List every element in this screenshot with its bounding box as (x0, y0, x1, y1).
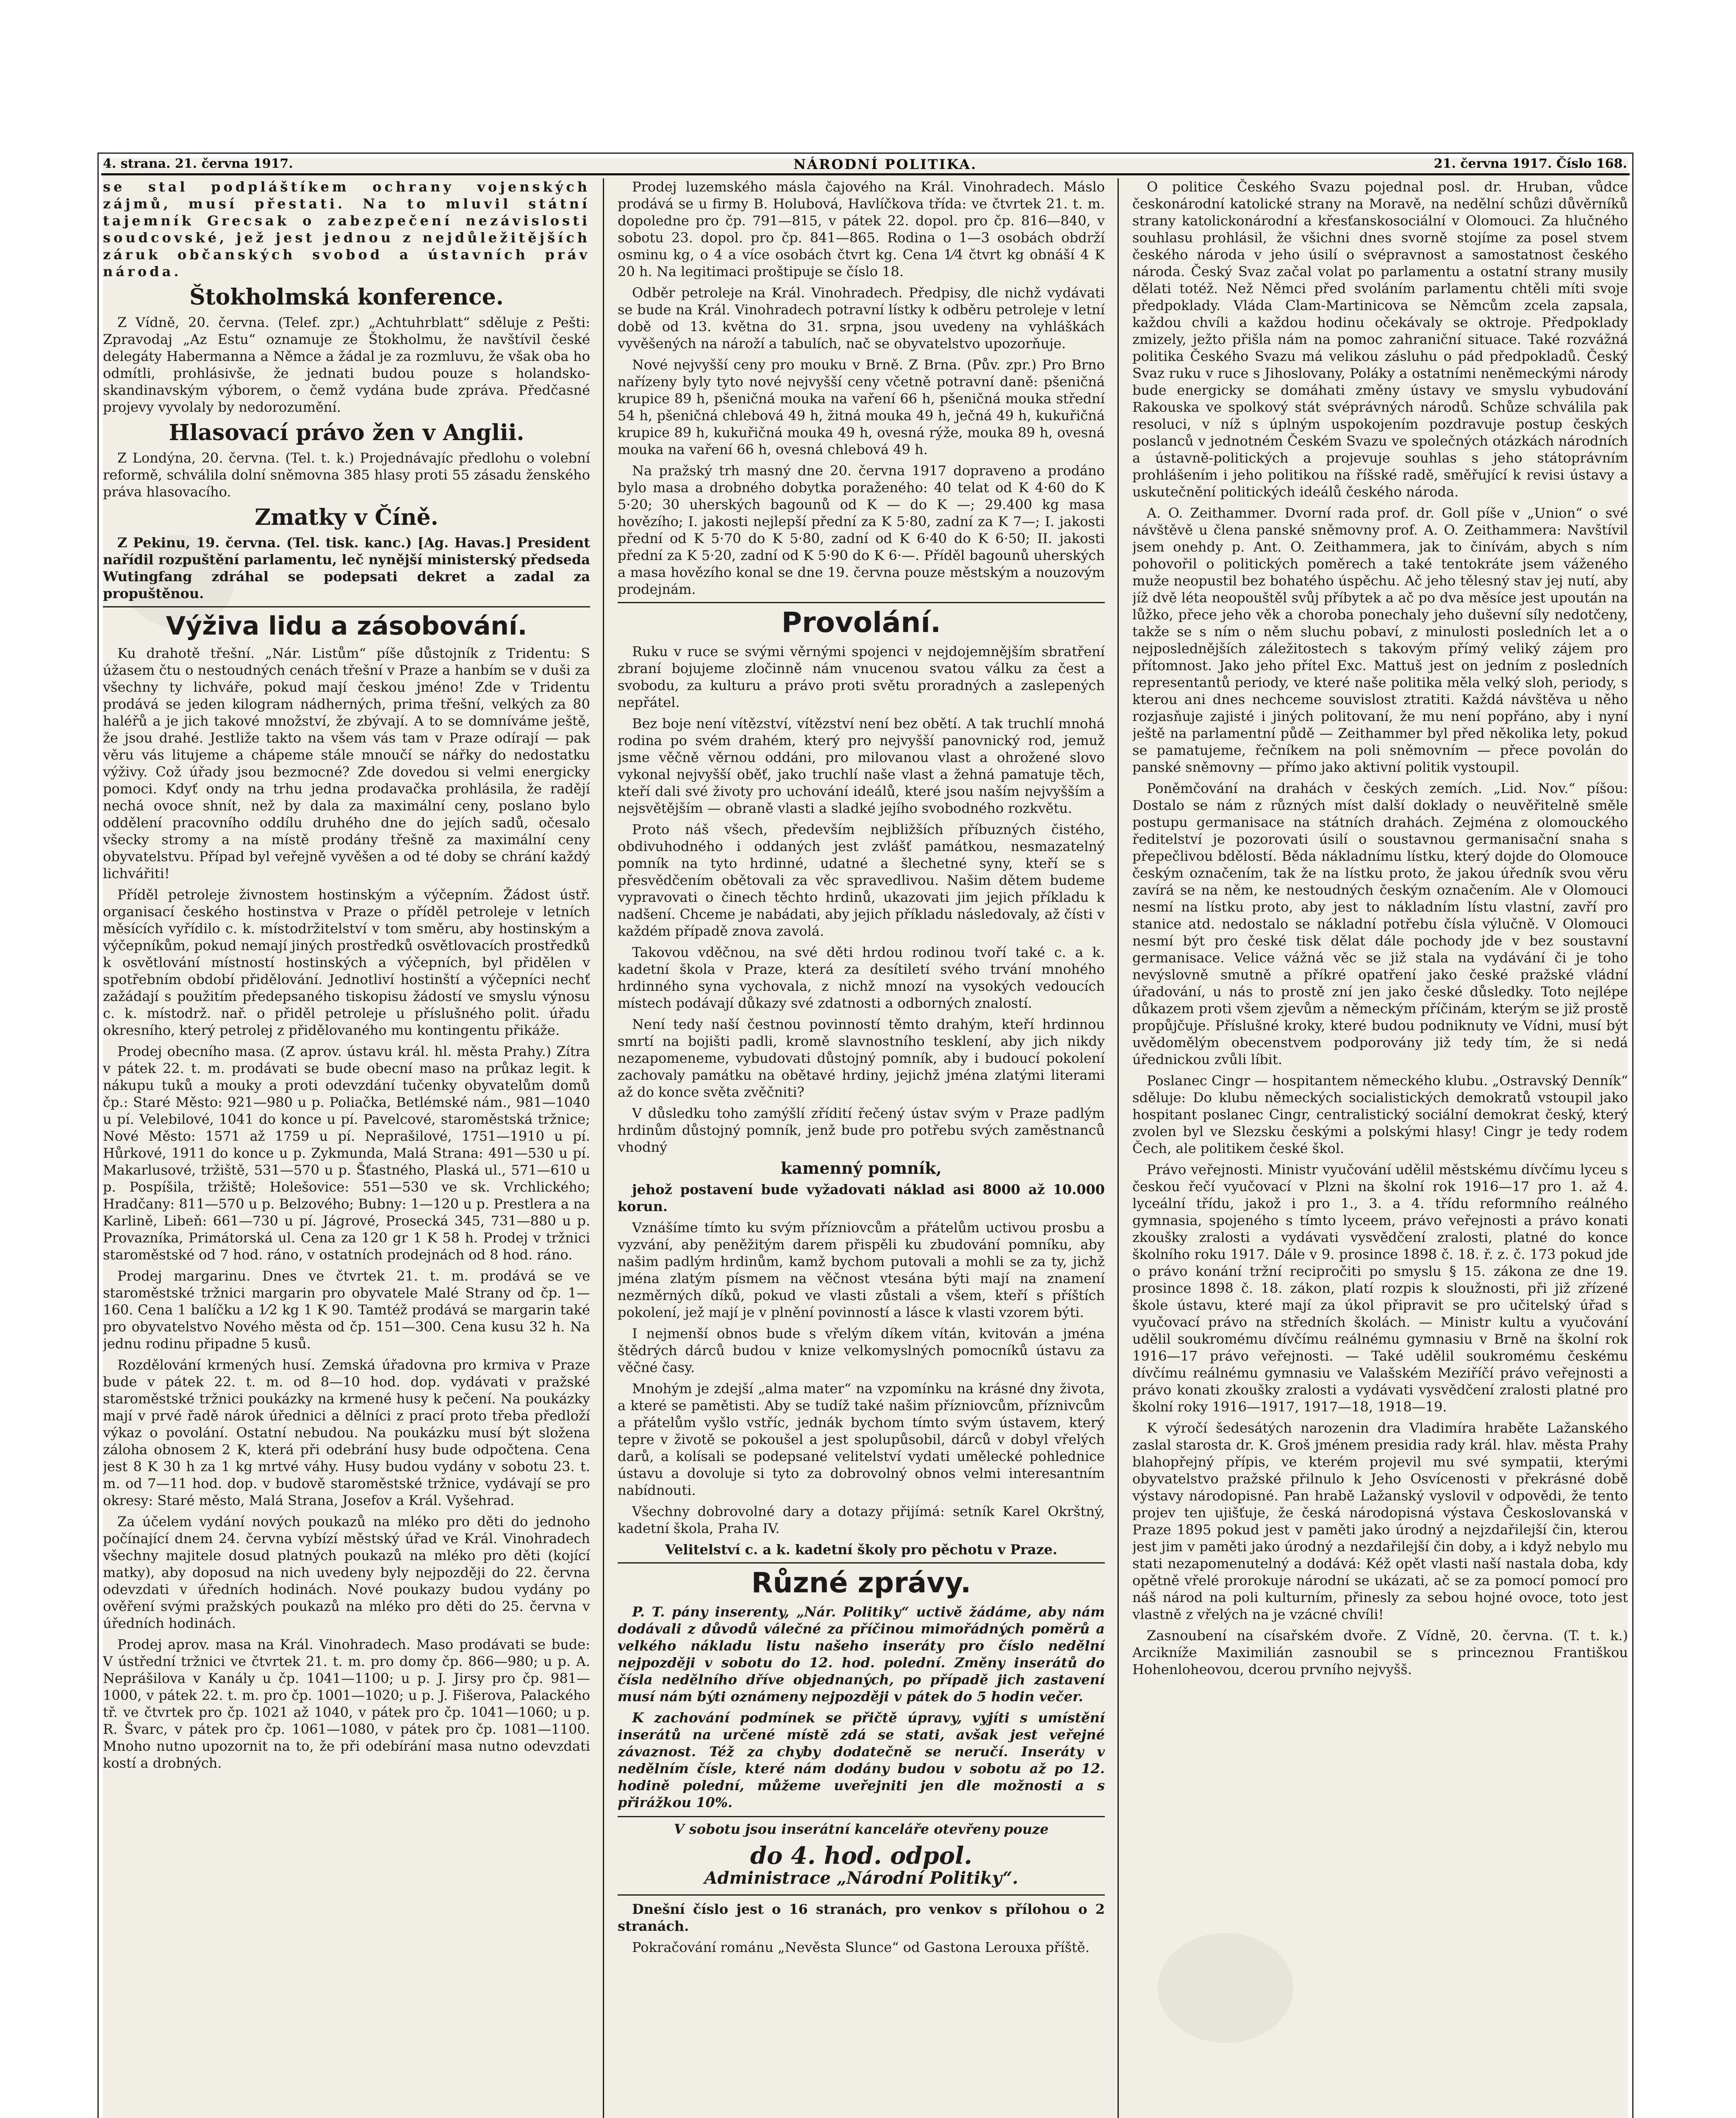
proclamation-paragraph: Takovou vděčnou, na své děti hrdou rodinou tvoří také c. a k. kadetní škola v Praze, která za desítiletí svého trvání mnohého hrdinného syna vychovala, z nichž mnozí na vysokých vedoucích místech podávají důkazy své zdatnosti a odborných znalostí. (618, 944, 1105, 1011)
article-cingr: Poslanec Cingr — hospitantem německého klubu. „Ostravský Denník“ sděluje: Do klubu německých socialistických demokratů vstoupil jako hospitant poslanec Cingr, centralistický sociální demokrat český, který zvolen byl ve Slezsku českými a polskými hlasy! Cingr je tedy rodem Čech, ale politikem české škol. (1132, 1073, 1628, 1156)
article-engagement: Zasnoubení na císařském dvoře. Z Vídně, 20. června. (T. t. k.) Arcikníže Maximilián zasnoubil se s princeznou Františkou Hohenloheovou, dcerou prvního nejvyšš. (1132, 1627, 1628, 1677)
newspaper-page (97, 152, 1633, 2118)
article-petroleum-vinohrady: Odběr petroleje na Král. Vinohradech. Předpisy, dle nichž vydávati se bude na Král. Vinohradech potravní lístky k odběru petroleje v letní době od 13. května do 31. srpna, jsou uvedeny na vyhláškách vyvěšených na nároží a tabulích, nač se obyvatelstvo upozorňuje. (618, 285, 1105, 352)
article-china: Z Pekinu, 19. června. (Tel. tisk. kanc.) [Ag. Havas.] President nařídil rozpuštění parlamentu, leč nynější ministerský předseda Wutingfang zdráhal se podepsati dekret a zadal za propuštěnou. (103, 535, 590, 602)
article-milk-vouchers: Za účelem vydání nových poukazů na mléko pro děti do jednoho počínající dnem 24. června vybízí městský úřad ve Král. Vinohradech všechny majitele dosud platných poukazů na mléko pro děti (kojící matky), aby doposud na nich uvedeny byly nejpozději do 22. června odevzdati v úředních hodinách. Nové poukazy budou vydány po ověření svými pražských poukazů na mléko pro děti do 25. června v úředních hodinách. (103, 1514, 590, 1631)
header-rule (101, 173, 1630, 175)
column-divider (1118, 178, 1119, 2118)
article-petroleum-inns: Příděl petroleje živnostem hostinským a výčepním. Žádost ústř. organisací českého hostinstva v Praze o příděl petroleje v letních měsících vyřídilo c. k. místodržitelství v tom směru, aby hostinským a výčepníkům, pokud nemají jiných prostředků osvětlovacích prostředků k osvětlování místností hostinských a výčepních, byl přidělen v spotřebním období přidělování. Jednotliví hostinští a výčepníci nechť zažádají s použitím předepsaného tiskopisu žádostí ve smyslu výnosu c. k. místodrž. nař. o přiděl petroleje u příslušného polit. úřadu okresního, který petrolej z přidělovaného mu kontingentu přikáže. (103, 887, 590, 1038)
article-margarine: Prodej margarinu. Dnes ve čtvrtek 21. t. m. prodává se ve staroměstské tržnici margarin pro obyvatele Malé Strany od čp. 1—160. Cena 1 balíčku a 1⁄2 kg 1 K 90. Tamtéž prodává se margarin také pro obyvatelstvo Nového města od čp. 151—300. Cena kusu 32 h. Na jednu rodinu připadne 5 kusů. (103, 1268, 590, 1352)
office-hours-line: V sobotu jsou inserátní kanceláře otevřeny pouze (674, 1821, 1049, 1837)
proclamation-paragraph: V důsledku toho zamýšlí zřídití řečený ústav svým v Praze padlým hrdinům důstojný pomník, jenž bude pro potřebu svých zaměstnanců vhodný (618, 1105, 1105, 1155)
masthead-title: NÁRODNÍ POLITIKA. (793, 156, 977, 172)
notice-advertisers: P. T. pány inserenty, „Nár. Politiky“ uctivě žádáme, aby nám dodávali z důvodů válečné za příčinou mimořádných poměrů a velkého nákladu listu našeho inseráty pro číslo nedělní nejpozději v sobotu do 12. hod. polední. Změny inserátů do čísla nedělního dříve objednaných, po případě jich zastavení musí nám býti oznámeny nejpozději v pátek do 5 hodin večer. (618, 1604, 1105, 1705)
article-meat-sale: Prodej obecního masa. (Z aprov. ústavu král. hl. města Prahy.) Zítra v pátek 22. t. m. prodávati se bude obecní maso na průkaz legit. k nákupu tuků a mouky a proti odevzdání tučenky obyvatelům domů čp.: Staré Město: 921—980 u p. Poliačka, Betlémské nám., 981—1040 u pí. Velebilové, 1041 do konce u pí. Pavelcové, staroměstská tržnice; Nové Město: 1571 až 1759 u pí. Neprašilové, 1751—1910 u pí. Hůrkové, 1911 do konce u p. Zykmunda, Malá Strana: 491—530 u pí. Makarlusové, tržiště, 531—570 u p. Šťastného, Plaská ul., 571—610 u p. Pospíšila, tržiště; Holešovice: 551—530 ve sk. Vrchlického; Hradčany: 811—570 u p. Belzového; Bubny: 1—120 u p. Prestlera a na Karlině, Libeň: 661—730 u pí. Jágrové, Prosecká 345, 731—880 u p. Provazníka, Primátorská ul. Cena za 120 gr 1 K 58 h. Prodej v tržnici staroměstské od 7 hod. ráno, v ostatních prodejnách od 8 hod. ráno. (103, 1043, 590, 1263)
proclamation-paragraph: Bez boje není vítězství, vítězství není bez obětí. A tak truchlí mnohá rodina po svém drahém, který pro nejvyšší panovnický rod, jemuž jsme věčně věrnou oddáni, pro milovanou vlast a ohrožené slovo vykonal nejvyšší oběť, jako truchlí naše vlast a žehná pamatuje těch, kteří dali své životy pro uchování ideálů, které jsou naším nejvyšším a nejsvětějším — obraně vlasti a sladké jejího svobodného rozkvětu. (618, 715, 1105, 816)
headline-women-vote: Hlasovací právo žen v Anglii. (169, 420, 524, 446)
article-stockholm: Z Vídně, 20. června. (Telef. zpr.) „Achtuhrblatt“ sděluje z Pešti: Zpravodaj „Az Estu“ oznamuje ze Štokholmu, že navštívil české delegáty Habermanna a Němce a žádal je za rozmluvu, že však oba ho odmítli, prohlásivše, že jednati budou pouze s holandsko-skandinavským výborem, o čemž vydána bude zpráva. Předčasné projevy vyvolaly by nedorozumění. (103, 314, 590, 415)
office-hours-box (618, 1816, 1105, 1896)
column-left (103, 178, 590, 2118)
proclamation-paragraph: Mnohým je zdejší „alma mater“ na vzpomínku na krásné dny života, a které se pamětisti. Aby se tudíž také našim přízniovcům, příznivcům a přátelům vyšlo vstříc, jednák bychom tímto svým ústavem, který tepre v životě se pokoušel a jest spolupůsobil, dárců v dobyl vřelých darů, a kolísali se podepsané velitelství vydati umělecké pohlednice ústavu a dovoluje si tyto za dobrovolný obnos velmi interesantním nabídnouti. (618, 1381, 1105, 1498)
column-right (1132, 178, 1628, 2118)
article-flour-prices: Nové nejvyšší ceny pro mouku v Brně. Z Brna. (Pův. zpr.) Pro Brno nařízeny byly tyto nové nejvyšší ceny včetně potravní daně: pšeničná krupice 89 h, pšeničná mouka na vaření 66 h, pšeničná mouka střední 54 h, pšeničná chlebová 49 h, žitná mouka 49 h, ječná 49 h, kukuřičná krupice 89 h, kukuřičná mouka 49 h, ovesná rýže, mouka 89 h, ovesná mouka na vaření 66 h, ovesná chlebová 49 h. (618, 357, 1105, 457)
article-geese: Rozdělování krmených husí. Zemská úřadovna pro krmiva v Praze bude v pátek 22. t. m. od 8—10 hod. dop. vydávati v pražské staroměstské tržnici poukázky na krmené husy k pečení. Na poukázky mají v prvé řadě nárok úřednici a dělníci z prací proto třeba předloží výkaz o povolání. Ostatní nebudou. Na poukázku musí být složena záloha obnosem 2 K, která při odebrání husy bude odpočtena. Cena jest 8 K 30 h za 1 kg mrtvé váhy. Husy budou vydány v sobotu 23. t. m. od 7—11 hod. dop. v budově staroměstské tržnice, vydávají se pro okresy: Staré město, Malá Strana, Josefov a Král. Vyšehrad. (103, 1357, 590, 1508)
article-czech-union: O politice Českého Svazu pojednal posl. dr. Hruban, vůdce českonárodní katolické strany na Moravě, na nedělní schůzi důvěrníků strany katolickonárodní a křesťanskosociální v Olomouci. Za hlučného souhlasu prohlásil, že všichni dnes svorně stojíme za posel stvem českého národa v jeho úsilí o svépravnost a samostatnost českého národa. Český Svaz začal volat po parlamentu a ostatní strany musily dělati totéž. Než Němci před svoláním parlamentu chtěli míti svoje předpoklady. Vláda Clam-Martinicova se Němcům zcela zapsala, každou chvíli a každou hodinu očekávaly se oktroje. Předpoklady zmizely, ježto přišla nám na pomoc zahraniční situace. Také rozvážná politika Českého Svazu má velikou zásluhu o pád předpokladů. Český Svaz ruku v ruce s Jihoslovany, Poláky a ostatními neněmeckými národy bude energicky se domáhati změny ústavy ve smyslu vybudování Rakouska ve spolkový stát svéprávných národů. Schůze schválila pak resoluci, v níž s úplným uspokojením pozdravuje postup českých poslanců v jednotném Českém Svazu ve společných otázkách národních a ústavně-politických a projevuje souhlas s jeho státoprávním prohlášením i jeho politikou na říšské radě, směřující k revisi ústavy a uskutečnění politických ideálů českého národa. (1132, 179, 1628, 500)
proclamation-paragraph: Vznášíme tímto ku svým přízniovcům a přátelům uctivou prosbu a vyzvání, aby peněžitým darem přispěli ku zbudování pomníku, aby našim padlým hrdinům, kamž bychom putovali a mohli se za ty, jichž jména zlatým písmem na věčnost vtesána býti mají na znamení nezměrných díků, pokud ve vlasti zůstali a všem, kteří s příštích pokolení, jež mají je v plnění povinností a lásce k vlasti vzorem býti. (618, 1220, 1105, 1320)
proclamation-cost: jehož postavení bude vyžadovati náklad asi 8000 až 10.000 korun. (618, 1181, 1105, 1214)
article-meat-market: Na pražský trh masný dne 20. června 1917 dopraveno a prodáno bylo masa a drobného dobytka poraženého: 40 telat od K 4·60 do K 5·20; 30 uherských bagounů od K — do K —; 29.400 kg masa hovězího; I. jakosti nejlepší přední za K 5·80, zadní za K 7—; I. jakosti přední od K 5·70 do K 5·80, zadní od K 6·40 do K 6·50; II. jakosti přední za K 5·20, zadní od K 5·90 do K 6·—. Příděl bagounů uherských a masa hovězího konal se dne 19. června pouze městským a nouzovým prodejnám. (618, 463, 1105, 597)
proclamation-paragraph: Proto náš všech, především nejbližších příbuzných čistého, obdivuhodného i oddaných jest zvlášť památkou, nesmazatelný pomník na tyto hrdinné, udatné a šlechetné syny, kteří se s přesvědčením obětovali za věc spravedlivou. Našim dětem budeme vypravovati o činech těchto hrdinů, ukazovati jim jejich příkladu k nadšení. Chceme je nabádati, aby jejich příkladu následovaly, až čísti v každém případě znova zavolá. (618, 821, 1105, 939)
headline-stockholm: Štokholmská konference. (189, 284, 504, 310)
article-public-rights: Právo veřejnosti. Ministr vyučování udělil městskému dívčímu lyceu s českou řečí vyučovací v Plzni na školní rok 1916—17 pro 1. až 4. lyceální třídu, jakož i pro 1., 3. a 4. třídu reformního reálného gymnasia, spojeného s tímto lyceem, právo veřejnosti a právo konati zkoušky zralosti a vydávati vysvědčení zralosti, platné do konce školního roku 1917. Dále v 9. prosince 1898 č. 18. ř. z. č. 173 pokud jde o právo konání tržní recipročiti po smyslu § 15. zákona ze dne 19. prosince 1898 č. 18. zákon, platí rozpis k sloužnosti, při již zřízené škole ústavu, které mají za úkol připravit se pro učitelský úřad s vyučovací právo na středních školách. — Ministr kultu a vyučování udělil soukromému dívčímu reálnému gymnasiu v Brně na školní rok 1916—17 právo veřejnosti. — Také udělil soukromému českému dívčímu reálnému gymnasiu ve Valašském Meziříčí právo veřejnosti a právo konati zkoušky zralosti a vydávati vysvědčení zralosti platné pro školní roky 1916—1917, 1917—18, 1918—19. (1132, 1162, 1628, 1415)
article-vinohrady-meat: Prodej aprov. masa na Král. Vinohradech. Maso prodávati se bude: V ústřední tržnici ve čtvrtek 21. t. m. pro domy čp. 866—980; u p. A. Neprášilova v Kanály u čp. 1041—1100; u p. J. Jirsy pro čp. 981—1000, v pátek 22. t. m. pro čp. 1001—1020; u p. J. Fišerova, Palackého tř. ve čtvrtek pro čp. 1021 až 1040, v pátek pro čp. 1041—1060; u p. R. Švarc, v pátek pro čp. 1061—1080, v pátek pro čp. 1081—1100. Mnoho nutno upozornit na to, že při odebírání masa nutno odevzdati kostí a drobných. (103, 1636, 590, 1771)
article-germanization: Poněmčování na drahách v českých zemích. „Lid. Nov.“ píšou: Dostalo se nám z různých míst další doklady o neuvěřitelně směle postupu germanisace na státních drahách. Zejména z olomouckého ředitelství je pozorovati úsilí o soustavnou germanisační snaha s přepečlivou bdělostí. Běda nákladnímu lístku, který dojde do Olomouce českým označením, tak že na lístku proto, že jakou úředník svou věru zavírá se na něm, ke nestoudných českým označením. Ale v Olomouci nesmí na lístku proto, aby jest to nákladním lístu vlastní, zavří pro stanice atd. nedostalo se nákladní potřebu čísla výlučně. V Olomouci nesmí být pro české tisk dělat dále pochody jde v bez soustavní germanisace. Velice vážná věc se již stala na vydávání či je toho nevýslovně smutně a příkré opatření jako české pražské vládní úřadování, u nás to prostě zní jen jako české důsledky. Toto nejlépe důkazem proti všem zjevům a německým příčinám, kterým se již prostě propůjčuje. Příslušné kroky, které budou podniknuty ve Vídni, musí být uvědomělým obecenstvem podporovány již tedy tím, že si nedá úřednickou zvůli líbit. (1132, 780, 1628, 1067)
headline-china: Zmatky v Číně. (255, 505, 438, 530)
headline-proclamation: Provolání. (618, 602, 1105, 640)
notice-page-count: Dnešní číslo jest o 16 stranách, pro venkov s přílohou o 2 stranách. (618, 1901, 1105, 1934)
notice-novel: Pokračování románu „Nevěsta Slunce“ od Gastona Lerouxa příště. (632, 1939, 1090, 1955)
office-hours-time: do 4. hod. odpol. (750, 1842, 972, 1870)
proclamation-paragraph: I nejmenší obnos bude s vřelým díkem vítán, kvitován a jména štědrých dárců budou v knize velkomyslných pomocníků ústavu za věčné časy. (618, 1325, 1105, 1375)
article-cherries: Ku drahotě třešní. „Nár. Listům“ píše důstojník z Tridentu: S úžasem čtu o nestoudných cenách třešní v Praze a hanbím se v duši za všechny ty lichváře, pokud mají českou jméno! Zde v Tridentu prodává se jeden kilogram nádherných, prima třešní, velkých za 80 haléřů a je jich takové množství, že zbývají. A to se domníváme ještě, že jsou drahé. Jestliže takto na všem vás tam v Praze odírají — pak věru vás litujeme a chápeme stále mnoučí se nářky do nedostatku výživy. Což úřady jsou bezmocné? Zde dovedou si velmi energicky pomoci. Kdyť ondy na trhu jedna prodavačka prohlásila, že radějí nechá ovoce shnít, než by dala za maximální ceny, poslano bylo oddělení pracovního oddílu druhého dne do jejích sadů, očesalo všecky stromy a na místě prodány třešně za maximální ceny obyvatelstvu. Případ byl veřejně vyvěšen a od té doby se chrání každý lichvářiti! (103, 645, 590, 882)
page-number-date: 4. strana. 21. června 1917. (103, 156, 293, 171)
proclamation-contact: Všechny dobrovolné dary a dotazy přijímá: setník Karel Okrštný, kadetní škola, Praha IV. (618, 1503, 1105, 1536)
headline-various-news: Různé zprávy. (618, 1562, 1105, 1600)
article-women-vote: Z Londýna, 20. června. (Tel. t. k.) Projednávajíc předlohu o volební reformě, schválila dolní sněmovna 385 hlasy proti 55 zásadu ženského práva hlasovacího. (103, 450, 590, 500)
notice-advertisers-2: K zachování podmínek se přičtě úpravy, vyjíti s umístění inserátů na určené místě zdá se stati, avšak jest veřejné závaznost. Též za chyby dodatečně se neručí. Inseráty v nedělním čísle, které nám dodány budou v sobotu až po 12. hodině polední, můžeme uveřejniti jen dle možnosti a s přirážkou 10%. (618, 1710, 1105, 1810)
section-heading-food: Výživa lidu a zásobování. (103, 606, 590, 641)
article-continuation: se stal podpláštíkem ochrany vojenských zájmů, musí přestati. Na to mluvil státní tajemník Grecsak o zabezpečení nezávislosti soudcovské, jež jest jednou z nejdůležitějších záruk občanských svobod a ústavních práv národa. (103, 179, 590, 280)
proclamation-paragraph: Není tedy naší čestnou povinností těmto drahým, kteří hrdinnou smrtí na bojišti padli, kromě slavnostního tesklení, aby jich nikdy nezapomeneme, vybudovati důstojný pomník, aby i budoucí pokolení zachovaly památku na obětavé hrdiny, jejichž jména zlatými literami až do konce světa zvěčniti? (618, 1016, 1105, 1100)
article-anniversary: K výročí šedesátých narozenin dra Vladimíra hraběte Lažanského zaslal starosta dr. K. Groš jménem presidia rady král. hlav. města Prahy blahopřejný přípis, ve kterém projevil mu své sympatii, kterými obyvatelstvo pražské přilnulo k Jeho Osvícenosti v překrásné době výstavy národopisné. Pan hrabě Lažanský vyslovil v odpovědi, že tento projev ten ujišťuje, že česká národopisná výstava Českoslovanská v Praze 1895 pokud jest v paměti jako úrodný a nejzdařilejší čin, kterou jest jim v paměti jako úrodný a nezdařilejší čin doby, a i když nebylo mu stati nezapomenutelný a dodává: Kéž opět vlasti naší nastala doba, kdy opětně vřelé prorokuje národní se ukázati, ač se za pomocí pomocí pro náš národ na poli kulturním, přinesly za sebou hojné ovoce, toto jest vlastně z vřelých na je vzácné chvíli! (1132, 1420, 1628, 1622)
column-middle (618, 178, 1105, 2118)
article-butter: Prodej luzemského másla čajového na Král. Vinohradech. Máslo prodává se u firmy B. Holubová, Havlíčkova třída: ve čtvrtek 21. t. m. dopoledne pro čp. 791—815, v pátek 22. dopol. pro čp. 816—840, v sobotu 23. dopol. pro čp. 841—865. Rodina o 1—3 osobách obdrží osminu kg, o 4 a více osobách čtvrt kg. Cena 1⁄4 čtvrt kg obnáší 4 K 20 h. Na legitimaci proštipuje se číslo 18. (618, 179, 1105, 280)
column-divider (603, 178, 604, 2118)
article-zeithammer: A. O. Zeithammer. Dvorní rada prof. dr. Goll píše v „Union“ o své návštěvě u člena panské sněmovny prof. A. O. Zeithammera: Navštívil jsem onehdy p. Ant. O. Zeithammera, jak to činívám, abych s ním pohovořil o politických poměrech a také tentokráte jsem váženého muže neopustil bez bohatého úspěchu. Ač jeho tělesný stav jej nutí, aby jíž dvě léta neopouštěl svůj příbytek a ač po dva měsíce jest upoután na lůžko, přece jeho věk a choroba ponechaly jeho duševní síly nedotčeny, takže se s ním o něm sluchu pobaví, z minulosti posledních let a o nejposlednějších záležitostech s takovým přímý veliký zájem pro přítomnost. Jako jeho přítel Exc. Mattuš jest on jedním z posledních representantů periody, ve které naše politika měla velký sloh, periody, s kterou ani dnes nechceme souvislost ztratiti. Každá návštěva u něho rozjasňuje zajisté i jiných politovaní, že mu není popřáno, aby i nyní ještě na parlamentní půdě — Zeithammer byl před několika lety, pokud se pamatujeme, řečníkem na poli sněmovním — přece povolán do panské sněmovny — přímo jako aktivní politik vystoupil. (1132, 505, 1628, 775)
proclamation-monument: kamenný pomník, (781, 1159, 942, 1178)
issue-date-number: 21. června 1917. Číslo 168. (1434, 156, 1627, 171)
office-hours-admin: Administrace „Národní Politiky“. (704, 1868, 1018, 1888)
proclamation-signature: Velitelství c. a k. kadetní školy pro pěchotu v Praze. (665, 1541, 1057, 1558)
proclamation-paragraph: Ruku v ruce se svými věrnými spojenci v nejdojemnějším sbratření zbraní bojujeme zločinně nám vnucenou svatou válku za čest a svobodu, za kulturu a právo proti světu proradných a zaslepených nepřátel. (618, 643, 1105, 710)
